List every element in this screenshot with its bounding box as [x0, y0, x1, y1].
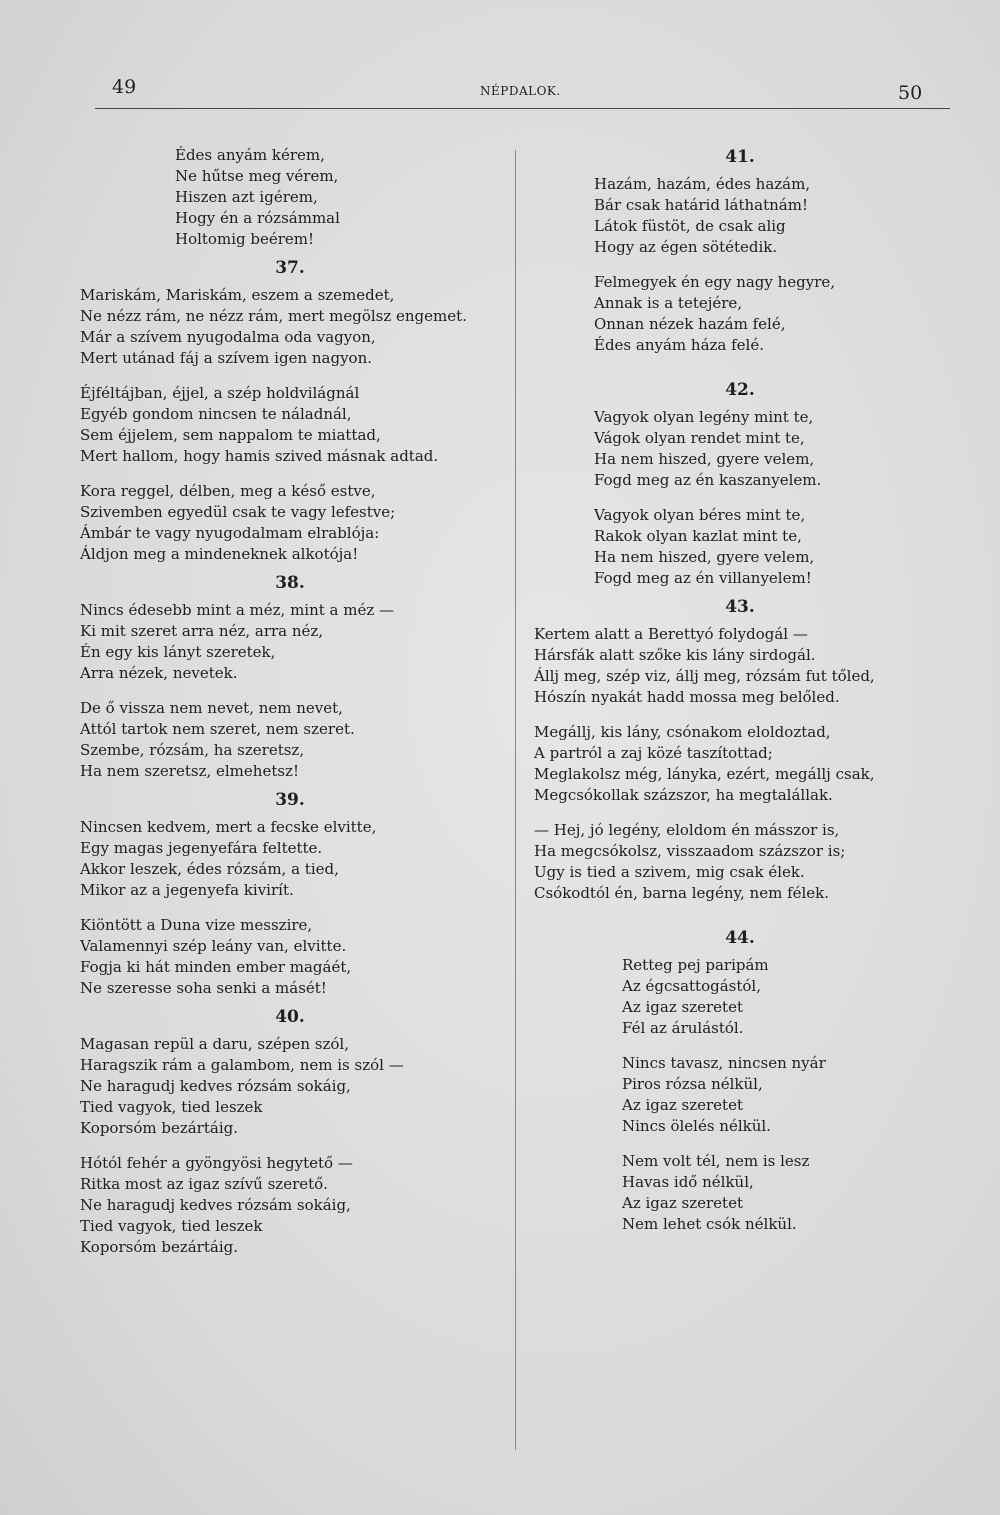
verse-line: Ki mit szeret arra néz, arra néz,: [80, 622, 324, 640]
verse-line: Nincs tavasz, nincsen nyár: [622, 1054, 826, 1072]
song-number: 38.: [275, 573, 305, 593]
song-number: 39.: [275, 790, 305, 810]
verse-line: Hogy az égen sötétedik.: [594, 238, 778, 256]
verse-line: Egy magas jegenyefára feltette.: [80, 839, 323, 857]
page-number-right: 50: [898, 82, 923, 104]
stanza: [80, 383, 500, 467]
verse-line: Bár csak határid láthatnám!: [594, 196, 808, 214]
verse-line: Hogy én a rózsámmal: [175, 209, 340, 227]
verse-line: Attól tartok nem szeret, nem szeret.: [80, 720, 355, 738]
stanza: [80, 915, 500, 999]
song-number: 37.: [275, 258, 305, 278]
verse-line: Szivemben egyedül csak te vagy lefestve;: [80, 503, 396, 521]
verse-line: A partról a zaj közé taszítottad;: [534, 744, 773, 762]
page-header: [0, 72, 1000, 102]
verse-line: Az igaz szeretet: [622, 998, 743, 1016]
verse-line: Fél az árulástól.: [622, 1019, 744, 1037]
verse-line: Ne haragudj kedves rózsám sokáig,: [80, 1077, 351, 1095]
stanza: [80, 698, 500, 782]
running-title: NÉPDALOK.: [480, 84, 561, 98]
verse-line: Onnan nézek hazám felé,: [594, 315, 786, 333]
verse-line: Fogja ki hát minden ember magáét,: [80, 958, 352, 976]
verse-line: Édes anyám kérem,: [175, 146, 325, 164]
stanza: [530, 174, 950, 258]
verse-line: Ugy is tied a szivem, mig csak élek.: [534, 863, 805, 881]
verse-line: Megállj, kis lány, csónakom eloldoztad,: [534, 723, 831, 741]
verse-line: Már a szívem nyugodalma oda vagyon,: [80, 328, 376, 346]
verse-line: Fogd meg az én villanyelem!: [594, 569, 812, 587]
verse-line: Koporsóm bezártáig.: [80, 1119, 238, 1137]
verse-line: Az igaz szeretet: [622, 1096, 743, 1114]
left-column: [80, 145, 500, 1258]
verse-line: Ha nem hiszed, gyere velem,: [594, 450, 815, 468]
verse-line: Arra nézek, nevetek.: [80, 664, 238, 682]
verse-line: Mariskám, Mariskám, eszem a szemedet,: [80, 286, 395, 304]
verse-line: Piros rózsa nélkül,: [622, 1075, 763, 1093]
verse-line: Ha nem szeretsz, elmehetsz!: [80, 762, 299, 780]
stanza: [530, 624, 950, 708]
verse-line: Havas idő nélkül,: [622, 1173, 754, 1191]
verse-line: Ne haragudj kedves rózsám sokáig,: [80, 1196, 351, 1214]
verse-line: Megcsókollak százszor, ha megtalállak.: [534, 786, 833, 804]
verse-line: Nem volt tél, nem is lesz: [622, 1152, 810, 1170]
verse-line: Szembe, rózsám, ha szeretsz,: [80, 741, 305, 759]
verse-line: Édes anyám háza felé.: [594, 336, 764, 354]
song-number: 40.: [275, 1007, 305, 1027]
stanza: [80, 145, 500, 250]
verse-line: De ő vissza nem nevet, nem nevet,: [80, 699, 343, 717]
verse-line: Mikor az a jegenyefa kivirít.: [80, 881, 294, 899]
song-number: 44.: [725, 928, 755, 948]
right-column: [530, 145, 950, 1235]
verse-line: Annak is a tetejére,: [594, 294, 743, 312]
verse-line: Retteg pej paripám: [622, 956, 769, 974]
verse-line: Hószín nyakát hadd mossa meg belőled.: [534, 688, 840, 706]
verse-line: Vagyok olyan béres mint te,: [594, 506, 806, 524]
verse-line: Mert hallom, hogy hamis szived másnak adtad.: [80, 447, 439, 465]
verse-line: Hiszen azt igérem,: [175, 188, 318, 206]
verse-line: — Hej, jó legény, eloldom én másszor is,: [534, 821, 840, 839]
stanza: [530, 505, 950, 589]
stanza: [80, 1034, 500, 1139]
verse-line: Áldjon meg a mindeneknek alkotója!: [80, 545, 359, 563]
verse-line: Ne szeresse soha senki a másét!: [80, 979, 327, 997]
verse-line: Az égcsattogástól,: [622, 977, 761, 995]
verse-line: Valamennyi szép leány van, elvitte.: [80, 937, 347, 955]
verse-line: Én egy kis lányt szeretek,: [80, 643, 276, 661]
verse-line: Ha megcsókolsz, visszaadom százszor is;: [534, 842, 846, 860]
verse-line: Csókodtól én, barna legény, nem félek.: [534, 884, 830, 902]
verse-line: Kiöntött a Duna vize messzire,: [80, 916, 313, 934]
song-number: 42.: [725, 380, 755, 400]
stanza: [80, 285, 500, 369]
verse-line: Magasan repül a daru, szépen szól,: [80, 1035, 349, 1053]
verse-line: Ámbár te vagy nyugodalmam elrablója:: [80, 524, 380, 542]
song-number: 41.: [725, 147, 755, 167]
verse-line: Tied vagyok, tied leszek: [80, 1098, 263, 1116]
verse-line: Ne nézz rám, ne nézz rám, mert megölsz engemet.: [80, 307, 467, 325]
song-number: 43.: [725, 597, 755, 617]
stanza: [80, 1153, 500, 1258]
stanza: [530, 407, 950, 491]
stanza: [80, 817, 500, 901]
stanza: [530, 820, 950, 904]
verse-line: Akkor leszek, édes rózsám, a tied,: [80, 860, 339, 878]
verse-line: Felmegyek én egy nagy hegyre,: [594, 273, 836, 291]
verse-line: Hársfák alatt szőke kis lány sirdogál.: [534, 646, 816, 664]
verse-line: Kora reggel, délben, meg a késő estve,: [80, 482, 376, 500]
verse-line: Az igaz szeretet: [622, 1194, 743, 1212]
verse-line: Ne hűtse meg vérem,: [175, 167, 339, 185]
verse-line: Fogd meg az én kaszanyelem.: [594, 471, 822, 489]
verse-line: Nincs ölelés nélkül.: [622, 1117, 771, 1135]
verse-line: Sem éjjelem, sem nappalom te miattad,: [80, 426, 381, 444]
verse-line: Hótól fehér a gyöngyösi hegytető —: [80, 1154, 353, 1172]
stanza: [530, 722, 950, 806]
stanza: [530, 1053, 950, 1137]
verse-line: Haragszik rám a galambom, nem is szól —: [80, 1056, 404, 1074]
verse-line: Mert utánad fáj a szívem igen nagyon.: [80, 349, 373, 367]
verse-line: Éjféltájban, éjjel, a szép holdvilágnál: [80, 384, 360, 402]
column-divider: [515, 150, 516, 1450]
verse-line: Egyéb gondom nincsen te náladnál,: [80, 405, 352, 423]
verse-line: Nem lehet csók nélkül.: [622, 1215, 797, 1233]
verse-line: Tied vagyok, tied leszek: [80, 1217, 263, 1235]
verse-line: Látok füstöt, de csak alig: [594, 217, 786, 235]
stanza: [530, 955, 950, 1039]
verse-line: Nincs édesebb mint a méz, mint a méz —: [80, 601, 395, 619]
verse-line: Kertem alatt a Berettyó folydogál —: [534, 625, 808, 643]
verse-line: Meglakolsz még, lányka, ezért, megállj csak,: [534, 765, 875, 783]
verse-line: Vagyok olyan legény mint te,: [594, 408, 814, 426]
verse-line: Állj meg, szép viz, állj meg, rózsám fut tőled,: [534, 667, 875, 685]
verse-line: Holtomig beérem!: [175, 230, 315, 248]
verse-line: Nincsen kedvem, mert a fecske elvitte,: [80, 818, 377, 836]
verse-line: Ha nem hiszed, gyere velem,: [594, 548, 815, 566]
page-number-left: 49: [112, 76, 137, 98]
stanza: [80, 481, 500, 565]
header-rule: [95, 108, 950, 109]
stanza: [80, 600, 500, 684]
verse-line: Koporsóm bezártáig.: [80, 1238, 238, 1256]
verse-line: Rakok olyan kazlat mint te,: [594, 527, 802, 545]
verse-line: Hazám, hazám, édes hazám,: [594, 175, 811, 193]
verse-line: Ritka most az igaz szívű szerető.: [80, 1175, 328, 1193]
stanza: [530, 1151, 950, 1235]
verse-line: Vágok olyan rendet mint te,: [594, 429, 805, 447]
stanza: [530, 272, 950, 356]
